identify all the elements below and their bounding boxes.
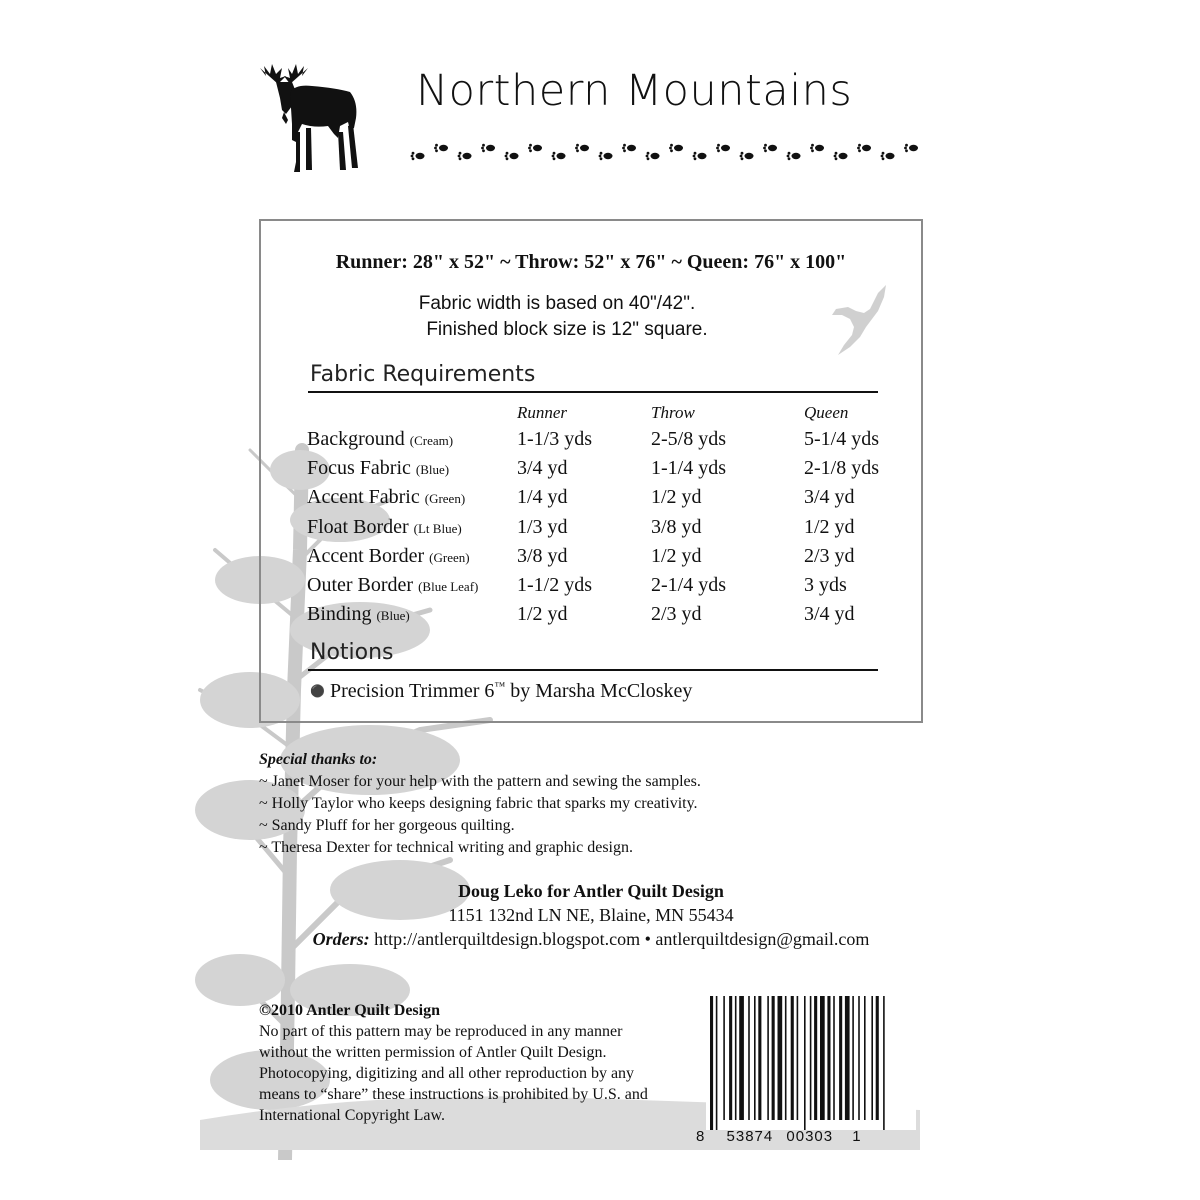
paw-print — [599, 152, 613, 160]
paw-print — [810, 144, 824, 152]
designer-address: 1151 132nd LN NE, Blaine, MN 55434 — [448, 905, 734, 925]
copyright-body: No part of this pattern may be reproduced in any manner without the written permission of Antler Quilt Design. Photocopying, digitizing and all other reproduction by any means to “share” these instructions is prohibited by U.S. and International Copyright Law. — [259, 1023, 648, 1124]
barcode-bar — [820, 996, 825, 1120]
paw-print — [552, 152, 566, 160]
barcode-digits-left: 53874 — [726, 1128, 774, 1145]
notions-heading: Notions — [310, 640, 394, 665]
fabric-amount-runner: 3/4 yd — [517, 457, 568, 479]
paw-print — [646, 152, 660, 160]
barcode-bar — [735, 996, 737, 1120]
fabric-amount-runner: 1/4 yd — [517, 486, 568, 508]
fabric-amount-queen: 3/4 yd — [804, 603, 855, 625]
paw-print — [458, 152, 472, 160]
paw-print — [834, 152, 848, 160]
barcode-bar — [791, 996, 794, 1120]
special-thanks — [259, 749, 701, 859]
barcode-bar — [723, 996, 725, 1120]
barcode-bar — [852, 996, 854, 1120]
barcode-bar — [883, 996, 885, 1130]
paw-print — [716, 144, 730, 152]
barcode-bar — [871, 996, 873, 1120]
paw-prints-icon — [410, 138, 920, 168]
barcode-bar — [778, 996, 783, 1120]
paw-print — [787, 152, 801, 160]
barcode-bar — [876, 996, 879, 1120]
barcode-digit-lead: 8 — [696, 1128, 706, 1145]
notions-rule — [308, 669, 878, 671]
fabric-color-note: (Green) — [424, 491, 466, 506]
fabric-amount-runner: 1-1/2 yds — [517, 574, 592, 596]
barcode-bar — [785, 996, 787, 1120]
fabric-amount-queen: 5-1/4 yds — [804, 428, 879, 450]
fabric-requirements-rule — [308, 391, 878, 393]
fabric-amount-runner: 1-1/3 yds — [517, 428, 592, 450]
orders-line — [259, 927, 923, 951]
paw-print — [763, 144, 777, 152]
barcode-bar — [748, 996, 750, 1120]
barcode-bar — [839, 996, 842, 1120]
fabric-name: Outer Border — [307, 574, 414, 596]
paw-print — [411, 152, 425, 160]
barcode-digit-check: 1 — [852, 1128, 862, 1145]
eagle-icon — [830, 283, 890, 357]
fabric-color-note: (Blue) — [415, 462, 450, 477]
fabric-name: Background — [307, 428, 405, 450]
pattern-title: Northern Mountains — [416, 66, 853, 116]
thanks-line: ~ Sandy Pluff for her gorgeous quilting. — [259, 817, 515, 834]
fabric-amount-queen: 1/2 yd — [804, 516, 855, 538]
fabric-row-name — [307, 516, 462, 539]
fabric-row-name — [307, 428, 453, 451]
barcode-bar — [710, 996, 713, 1130]
barcode-bar — [833, 996, 835, 1120]
paw-print — [740, 152, 754, 160]
column-header-runner: Runner — [517, 403, 568, 422]
paw-print — [575, 144, 589, 152]
fabric-width-note: Fabric width is based on 40"/42". — [418, 293, 696, 314]
size-options: Runner: 28" x 52" ~ Throw: 52" x 76" ~ Queen: 76" x 100" — [335, 251, 847, 273]
fabric-amount-queen: 2-1/8 yds — [804, 457, 879, 479]
fabric-requirements-heading: Fabric Requirements — [310, 362, 536, 387]
fabric-color-note: (Blue) — [376, 608, 410, 623]
designer-name: Doug Leko for Antler Quilt Design — [458, 881, 724, 901]
fabric-row-name — [307, 545, 470, 568]
moose-silhouette-icon — [256, 62, 362, 174]
fabric-row-name — [307, 457, 449, 480]
fabric-color-note: (Blue Leaf) — [418, 579, 479, 594]
fabric-amount-queen: 2/3 yd — [804, 545, 855, 567]
paw-print — [528, 144, 542, 152]
fabric-amount-queen: 3/4 yd — [804, 486, 855, 508]
fabric-row-name — [307, 486, 465, 509]
column-header-throw: Throw — [651, 403, 695, 422]
paw-print — [904, 144, 918, 152]
fabric-name: Binding — [307, 603, 372, 625]
fabric-notes — [259, 291, 855, 343]
fabric-color-note: (Lt Blue) — [413, 521, 462, 536]
barcode-bar — [810, 996, 812, 1120]
copyright-heading: ©2010 Antler Quilt Design — [259, 1002, 440, 1019]
fabric-amount-throw: 3/8 yd — [651, 516, 702, 538]
thanks-line: ~ Janet Moser for your help with the pattern and sewing the samples. — [259, 773, 701, 790]
barcode-bar — [767, 996, 769, 1120]
barcode-bar — [739, 996, 744, 1120]
pin-bullet-icon: ⚫ — [310, 684, 325, 698]
block-size-note: Finished block size is 12" square. — [426, 319, 708, 340]
paw-print — [693, 152, 707, 160]
paw-print — [857, 144, 871, 152]
notion-item-suffix: by Marsha McCloskey — [505, 680, 693, 702]
fabric-amount-queen: 3 yds — [804, 574, 847, 596]
paw-print — [481, 144, 495, 152]
fabric-amount-runner: 3/8 yd — [517, 545, 568, 567]
orders-contact: http://antlerquiltdesign.blogspot.com • antlerquiltdesign@gmail.com — [369, 929, 870, 949]
designer-credit — [259, 879, 923, 951]
fabric-amount-throw: 1/2 yd — [651, 486, 702, 508]
barcode-bar — [858, 996, 860, 1120]
fabric-amount-throw: 1/2 yd — [651, 545, 702, 567]
thanks-line: ~ Theresa Dexter for technical writing and graphic design. — [259, 839, 633, 856]
barcode-bar — [814, 996, 817, 1120]
fabric-name: Accent Border — [307, 545, 425, 567]
column-header-queen: Queen — [804, 403, 849, 422]
fabric-color-note: (Green) — [429, 550, 470, 565]
paw-print — [622, 144, 636, 152]
barcode-bar — [864, 996, 866, 1120]
fabric-amount-throw: 2-5/8 yds — [651, 428, 726, 450]
fabric-amount-throw: 1-1/4 yds — [651, 457, 726, 479]
orders-label: Orders: — [312, 929, 370, 949]
trademark-mark: ™ — [494, 680, 506, 693]
paw-print — [434, 144, 448, 152]
paw-print — [669, 144, 683, 152]
fabric-amount-runner: 1/3 yd — [517, 516, 568, 538]
fabric-name: Accent Fabric — [307, 486, 420, 508]
barcode-bar — [797, 996, 799, 1120]
notion-item-name: Precision Trimmer 6 — [329, 680, 495, 702]
barcode-bar — [729, 996, 732, 1120]
barcode-number — [696, 1128, 862, 1145]
fabric-color-note: (Cream) — [409, 433, 454, 448]
fabric-row-name — [307, 574, 478, 597]
fabric-name: Float Border — [307, 516, 409, 538]
notion-item — [310, 680, 692, 703]
barcode-bar — [754, 996, 756, 1120]
barcode-bar — [716, 996, 718, 1130]
barcode-bar — [772, 996, 775, 1120]
fabric-amount-throw: 2/3 yd — [651, 603, 702, 625]
fabric-name: Focus Fabric — [307, 457, 411, 479]
fabric-row-name — [307, 603, 410, 626]
barcode-bar — [827, 996, 830, 1120]
barcode-icon — [706, 996, 916, 1130]
barcode-bar — [758, 996, 761, 1120]
thanks-line: ~ Holly Taylor who keeps designing fabric that sparks my creativity. — [259, 795, 698, 812]
paw-print — [881, 152, 895, 160]
copyright-notice — [259, 1000, 659, 1126]
barcode-bar — [804, 996, 806, 1130]
special-thanks-heading: Special thanks to: — [259, 751, 378, 768]
fabric-amount-throw: 2-1/4 yds — [651, 574, 726, 596]
fabric-amount-runner: 1/2 yd — [517, 603, 568, 625]
barcode-bar — [845, 996, 850, 1120]
barcode-digits-right: 00303 — [786, 1128, 834, 1145]
paw-print — [505, 152, 519, 160]
